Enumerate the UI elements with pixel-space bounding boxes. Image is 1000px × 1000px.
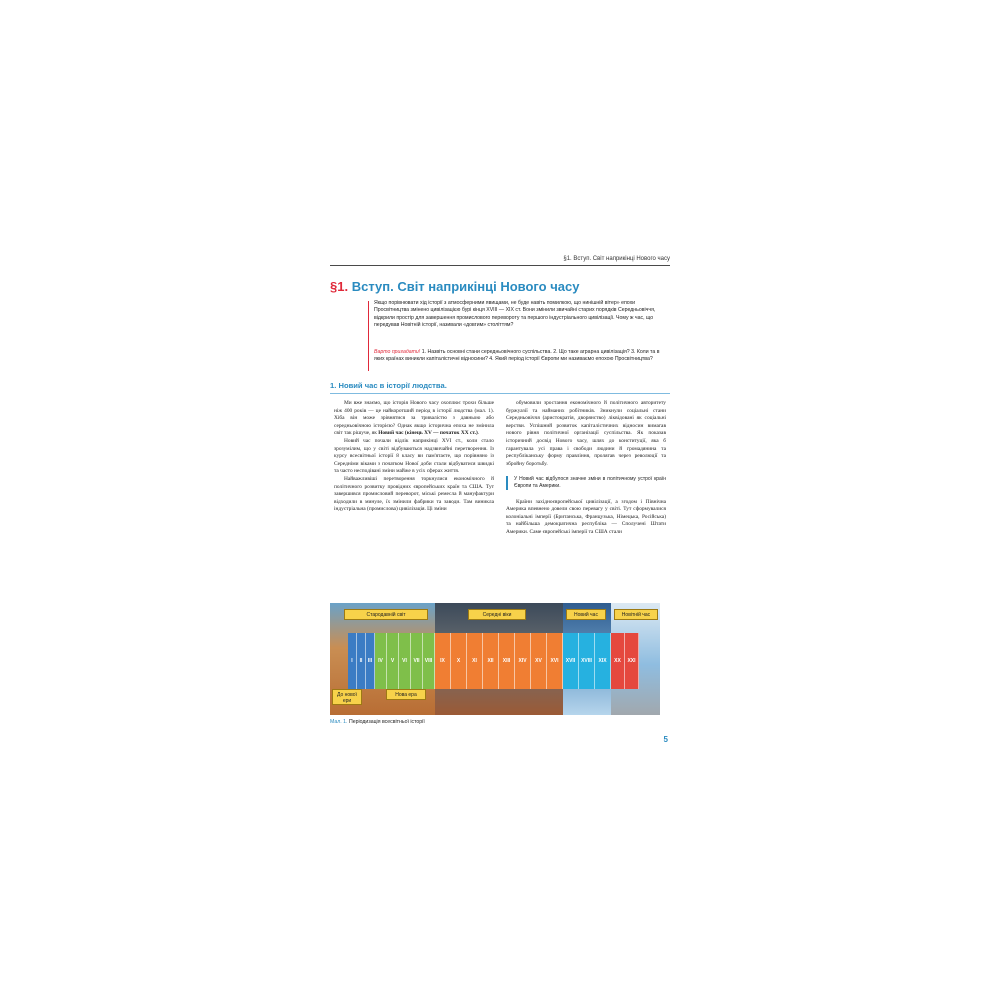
century-bar: XII xyxy=(483,633,499,689)
century-bar: ІІ xyxy=(357,633,366,689)
era-label-middle-ages: Середні віки xyxy=(468,609,526,620)
century-bar: XIV xyxy=(515,633,531,689)
century-bar: IV xyxy=(375,633,387,689)
text-column-right xyxy=(506,400,666,537)
paragraph: обумовили зростання економічного й політичного авторитету буржуазії та найманих робітників. Зникнули соціальні стани Середньовіччя (аристократія, дворянство) ліквідовані як соціальні верстви. Успішний розвиток капіталістичних відносин вимагав нового рівня політичної організації суспільства. Як показав історичний досвід Нового часу, шлях до конституції, яка б гарантувала усі права і свободи людини й громадянина та республіканську форму правління, пролягав через революції та збройну боротьбу. xyxy=(506,400,666,467)
era-label-new-time: Новий час xyxy=(566,609,606,620)
era-label-bce: До нової ери xyxy=(332,689,362,705)
century-bar: XIX xyxy=(595,633,611,689)
figure-caption-text: Періодизація всесвітньої історії xyxy=(348,719,425,725)
header-rule xyxy=(330,265,670,266)
figure-caption xyxy=(330,719,630,726)
century-bar: V xyxy=(387,633,399,689)
era-label-ce: Нова ера xyxy=(386,689,426,700)
paragraph-text: . xyxy=(477,430,480,437)
key-term: Новий час (кінець XV — початок XX ст.) xyxy=(378,430,478,437)
century-bar: IX xyxy=(435,633,451,689)
century-bar: VIII xyxy=(423,633,435,689)
page-title xyxy=(330,279,670,294)
paragraph: Новий час почали відлік наприкінці XVI ст., коли стало зрозумілим, що у світі відбуваються надзвичайні перетворення. Із курсу всесвітньої історії 8 класу ви пам'ятаєте, що порівняно із Середніми віками з початком Нової доби стали відбуватися швидкі та часто несподівані зміни майже в усіх сферах життя. xyxy=(334,437,494,475)
century-bar: VII xyxy=(411,633,423,689)
paragraph xyxy=(334,400,494,438)
margin-note xyxy=(506,476,666,489)
textbook-page xyxy=(330,255,670,745)
era-label-newest-time: Новітній час xyxy=(614,609,658,620)
periodization-timeline xyxy=(330,603,660,715)
century-bar: XVIII xyxy=(579,633,595,689)
figure-label: Мал. 1. xyxy=(330,719,348,725)
section-number: 1. xyxy=(330,381,337,390)
century-bar: І xyxy=(348,633,357,689)
section-title: Новий час в історії людства. xyxy=(338,381,447,390)
paragraph: Найважливіші перетворення торкнулися економічного й політичного розвитку провідних європейських країн та США. Тут завершився промисловий переворот, міські ремесла й мануфактури відходили в минуле, їх змінили фабрики та заводи. Там виникла індустріальна (промислова) цивілізація. Ці зміни xyxy=(334,475,494,513)
page-title-text: Вступ. Світ наприкінці Нового часу xyxy=(351,279,580,294)
century-bar: XV xyxy=(531,633,547,689)
paragraph-sign: §1. xyxy=(330,279,349,294)
century-bar: XXI xyxy=(625,633,639,689)
section-heading xyxy=(330,381,670,390)
paragraph-text: Ми вже знаємо, що історія Нового часу охоплює трохи більше ніж 400 років — це найкоротший період в історії людства (мал. 1). Хіба він може зрівнятися за тривалістю з давньою або середньовічною історією? Однак якщо історична епоха не змінила світ так рішуче, як xyxy=(334,400,494,437)
century-bar: ІІІ xyxy=(366,633,375,689)
intro-accent-bar xyxy=(368,301,369,371)
century-bar: VI xyxy=(399,633,411,689)
running-head: §1. Вступ. Світ наприкінці Нового часу xyxy=(563,256,670,262)
note-text: У Новий час відбулося значне зміни в політичному устрої країн Європи та Америки. xyxy=(514,476,666,489)
recall-box xyxy=(374,349,664,364)
century-bar: XVII xyxy=(563,633,579,689)
century-bar: XVI xyxy=(547,633,563,689)
section-rule xyxy=(330,393,670,394)
paragraph: Країни західноєвропейської цивілізації, а згодом і Північна Америка впевнено довели свою перевагу у світі. Тут сформувалися колоніальні імперії (Британська, Французька, Німецька, Російська) та найбільша демократична республіка — Сполучені Штати Америки. Саме європейські імперії та США стали xyxy=(506,498,666,535)
recall-text: 1. Назвіть основні стани середньовічного суспільства. 2. Що таке аграрна цивілізація? 3. Коли та в яких країнах виникли капіталістичні відносини? 4. Який період історії Європи ми називаємо епохою Просвітництва? xyxy=(374,349,660,363)
recall-label: Варто пригадати! xyxy=(374,349,421,355)
page-number: 5 xyxy=(663,735,668,744)
century-bar: X xyxy=(451,633,467,689)
century-bar: XIII xyxy=(499,633,515,689)
century-bar: XX xyxy=(611,633,625,689)
text-column-left xyxy=(334,400,494,514)
note-accent-bar xyxy=(506,476,508,490)
intro-text: Якщо порівнювати хід історії з атмосферними явищами, не буде навіть помилкою, що нинішній вітер» епохи Просвітництва змінено цивілізацією бурі кінця XVIII — XIX ст. Вони змінили звичайні старих порядків Середньовіччя, відкрили простір для завершення промислового перевороту та першого індустріального цивілізації. Чому ж час, що передував Новітній історії, називали «довгим» століттям? xyxy=(374,300,656,329)
era-label-ancient: Стародавній світ xyxy=(344,609,428,620)
century-bar: XI xyxy=(467,633,483,689)
